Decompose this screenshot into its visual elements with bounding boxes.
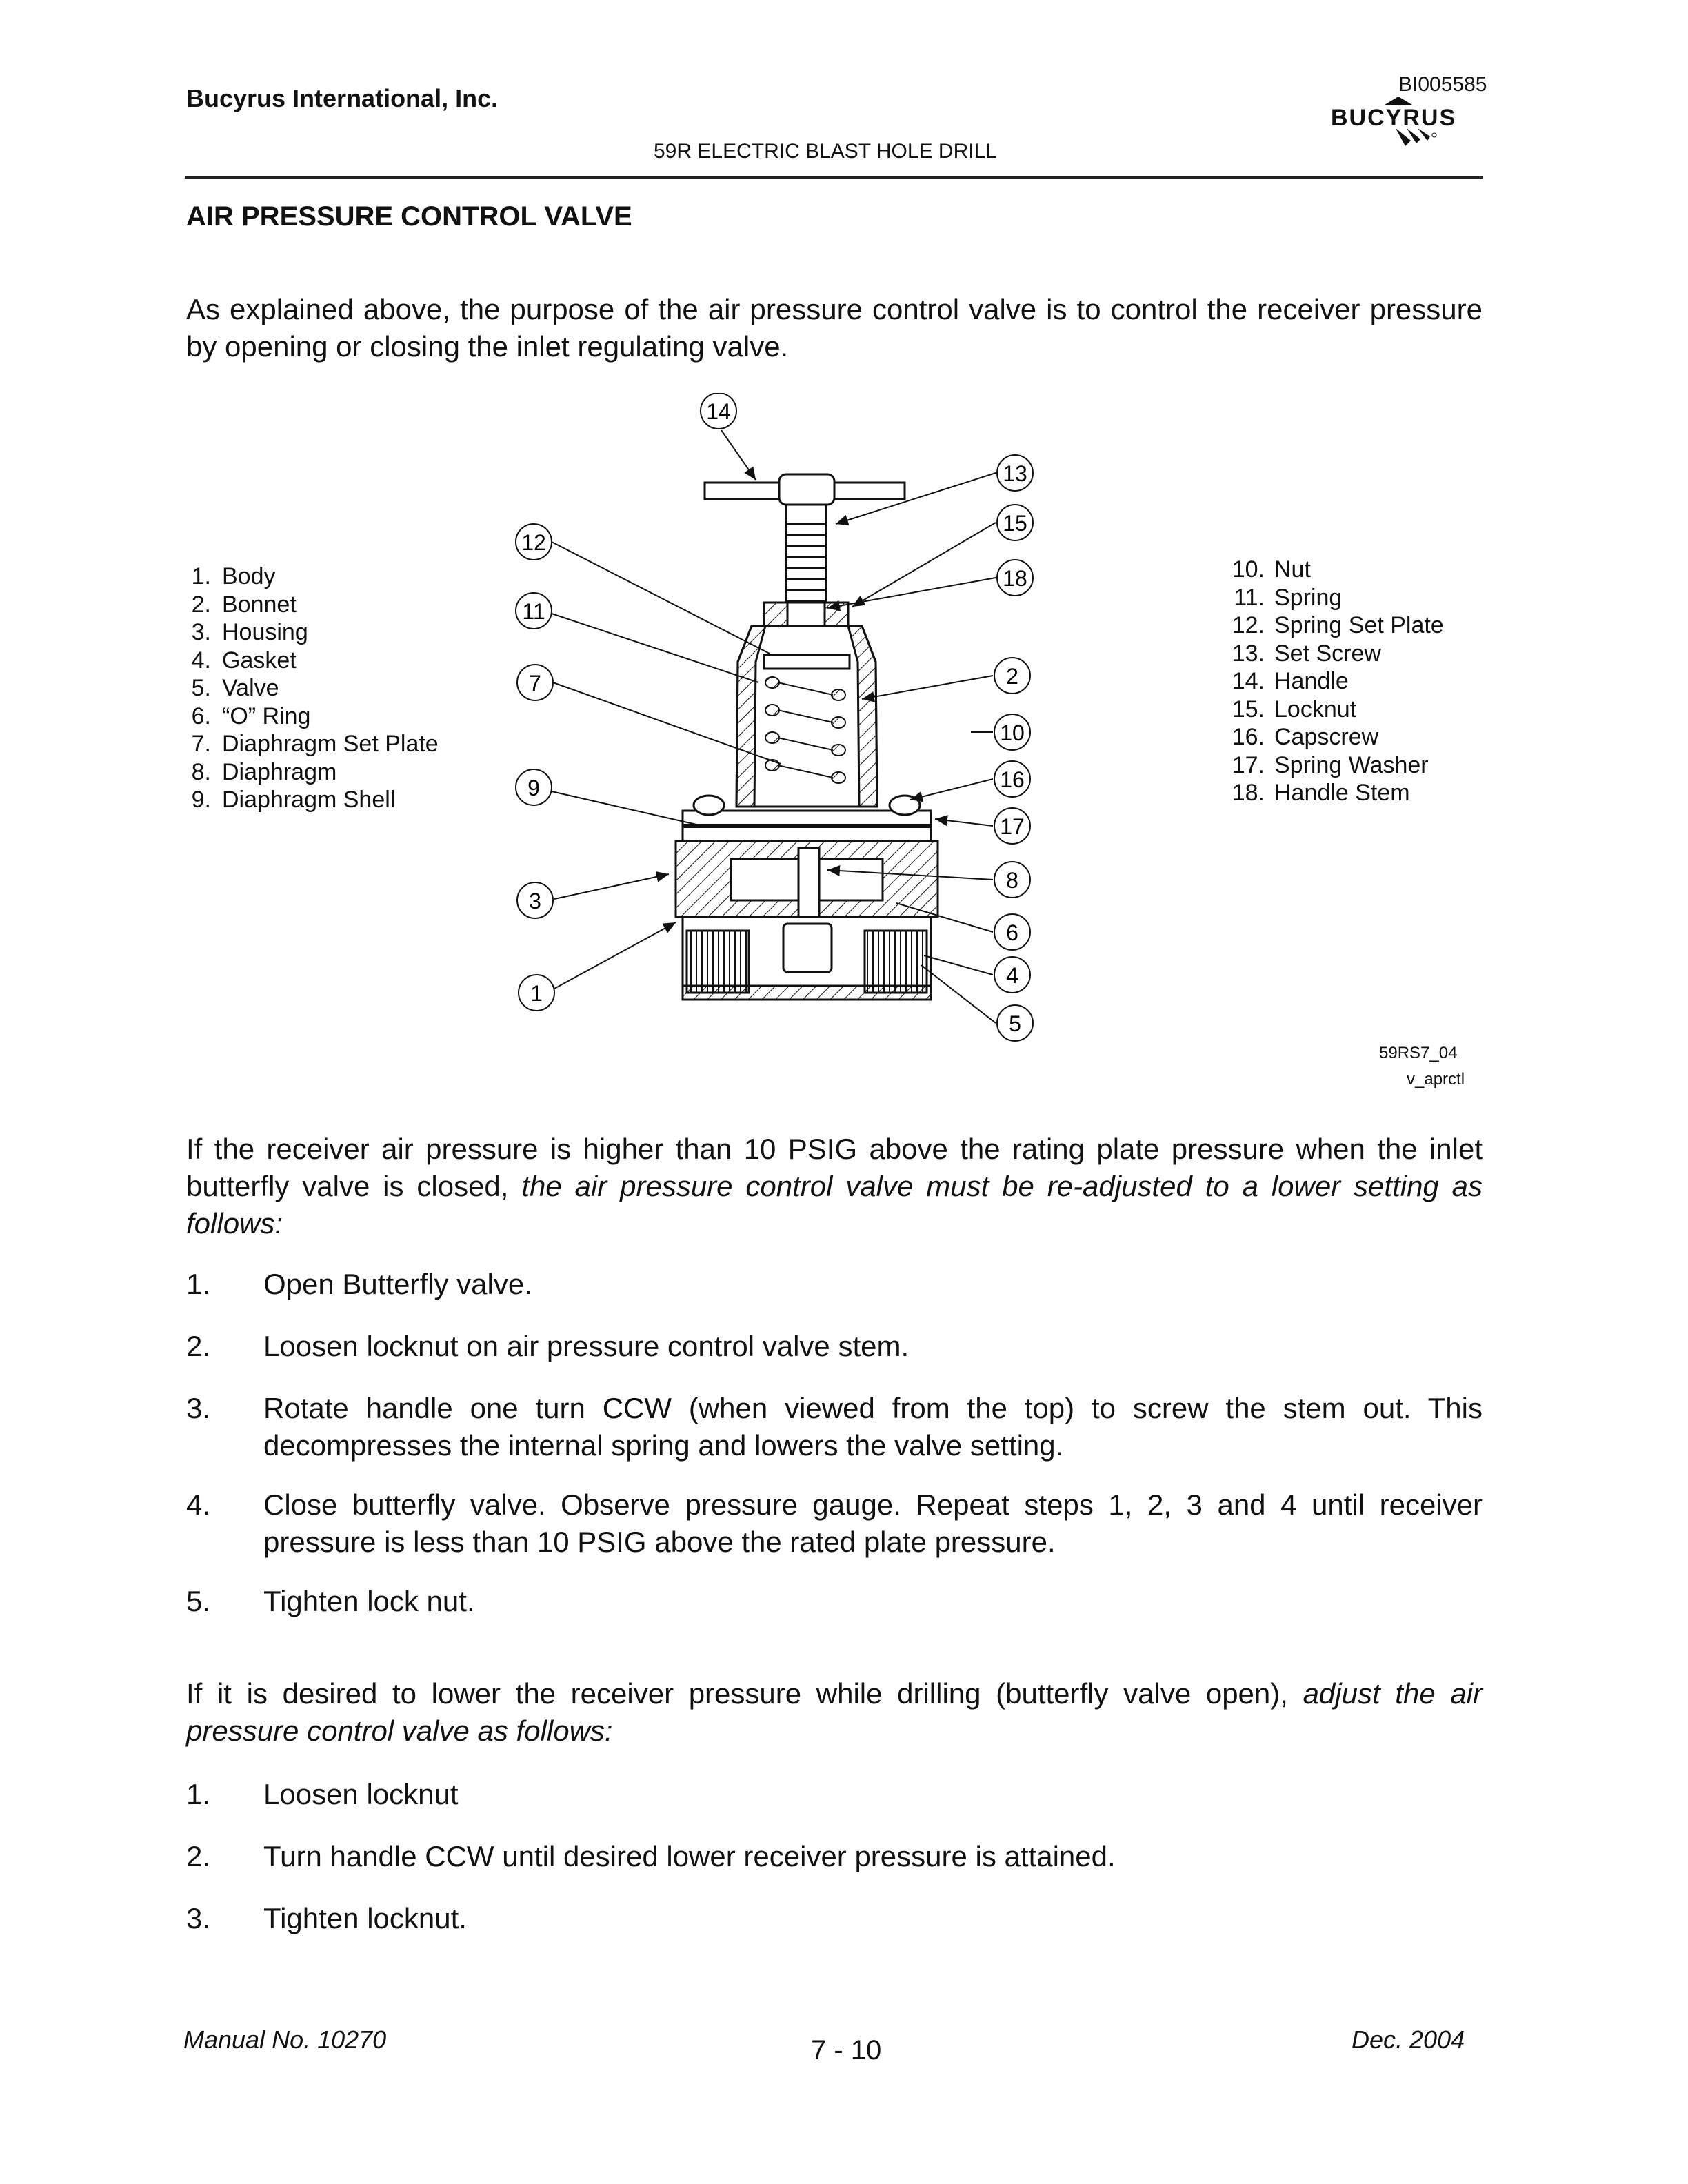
legend-label: Diaphragm Shell (222, 787, 396, 813)
legend-number: 3. (191, 619, 211, 645)
legend-item (1227, 779, 1483, 807)
legend-number: 8. (191, 758, 211, 785)
step-text: Tighten locknut. (263, 1902, 467, 1934)
svg-text:8: 8 (1006, 868, 1018, 893)
legend-item (186, 730, 476, 758)
document-number: BI005585 (1398, 73, 1487, 96)
legend-item (186, 647, 476, 675)
figure-code: 59RS7_04 (1379, 1044, 1458, 1062)
readjust-emphasis: the air pressure control valve must be re-adjusted to a lower setting as follows: (186, 1170, 1483, 1240)
legend-number: 16. (1232, 724, 1265, 750)
legend-number: 13. (1232, 640, 1265, 667)
legend-item (1227, 556, 1483, 584)
legend-label: Capscrew (1274, 724, 1379, 750)
svg-text:15: 15 (1003, 511, 1027, 536)
legend-item (186, 758, 476, 787)
readjust-text: If the receiver air pressure is higher than 10 PSIG above the rating plate pressure when the inlet butterfly valve is closed, (186, 1133, 1483, 1202)
step-number: 3. (186, 1392, 211, 1424)
svg-text:13: 13 (1003, 461, 1027, 486)
company-name: Bucyrus International, Inc. (186, 84, 499, 112)
legend-label: Spring Set Plate (1274, 612, 1444, 638)
legend-item (1227, 640, 1483, 668)
legend-item (1227, 667, 1483, 696)
step-text: Open Butterfly valve. (263, 1268, 532, 1300)
drilling-adjust-paragraph (186, 1675, 1483, 1750)
callout-3 (517, 882, 553, 918)
svg-text:18: 18 (1003, 566, 1027, 591)
legend-item (186, 591, 476, 619)
callout-10 (994, 714, 1030, 750)
intro-paragraph: As explained above, the purpose of the air pressure control valve is to control the receiver pressure by opening or closing the inlet regulating valve. (186, 293, 1483, 363)
svg-text:4: 4 (1006, 963, 1018, 988)
callout-13 (997, 455, 1033, 491)
legend-label: Housing (222, 619, 308, 645)
parts-legend-left (186, 563, 476, 814)
callout-9 (516, 769, 552, 805)
step-number: 2. (186, 1840, 211, 1872)
bucyrus-logo (1331, 69, 1483, 172)
svg-text:16: 16 (1000, 767, 1025, 792)
svg-text:5: 5 (1009, 1011, 1021, 1036)
legend-number: 10. (1232, 556, 1265, 583)
drilling-adjust-text: If it is desired to lower the receiver pressure while drilling (butterfly valve open), (186, 1677, 1303, 1710)
legend-label: Spring (1274, 584, 1343, 611)
legend-number: 4. (191, 647, 211, 674)
callout-7 (517, 665, 553, 700)
callout-15 (997, 505, 1033, 540)
legend-item (1227, 751, 1483, 780)
legend-label: Bonnet (222, 591, 297, 618)
callout-14 (701, 393, 736, 429)
step-number: 1. (186, 1778, 211, 1810)
legend-item (186, 702, 476, 731)
callout-6 (994, 914, 1030, 950)
legend-item (186, 674, 476, 702)
svg-text:12: 12 (521, 530, 546, 555)
legend-number: 17. (1232, 751, 1265, 778)
step-text: Tighten lock nut. (263, 1585, 475, 1617)
logo-text: BUCYRUS (1331, 105, 1457, 131)
valve-cross-section-diagram (483, 393, 1103, 1055)
manual-subtitle: 59R ELECTRIC BLAST HOLE DRILL (654, 140, 997, 163)
svg-text:7: 7 (529, 671, 541, 696)
legend-label: Set Screw (1274, 640, 1381, 667)
callout-4 (994, 957, 1030, 993)
step-text: Close butterfly valve. Observe pressure gauge. Repeat steps 1, 2, 3 and 4 until receiver pressure is less than 10 PSIG above the rated plate pressure. (263, 1488, 1483, 1558)
callout-5 (997, 1005, 1033, 1041)
svg-text:2: 2 (1006, 664, 1018, 689)
legend-label: Handle Stem (1274, 780, 1410, 806)
svg-text:3: 3 (529, 889, 541, 913)
legend-number: 5. (191, 675, 211, 701)
legend-label: Valve (222, 675, 279, 701)
legend-item (186, 563, 476, 591)
drilling-adjust-emphasis: adjust the air pressure control valve as follows: (186, 1677, 1483, 1747)
footer-manual-number: Manual No. 10270 (183, 2025, 387, 2054)
callout-12 (516, 524, 552, 560)
svg-text:6: 6 (1006, 920, 1018, 945)
legend-number: 6. (191, 702, 211, 729)
section-title: AIR PRESSURE CONTROL VALVE (186, 201, 632, 232)
svg-text:9: 9 (528, 776, 540, 800)
legend-label: Diaphragm Set Plate (222, 731, 439, 757)
callout-17 (994, 808, 1030, 844)
legend-number: 9. (191, 787, 211, 813)
step-number: 4. (186, 1488, 211, 1521)
callout-1 (519, 975, 554, 1011)
legend-label: Body (222, 563, 276, 589)
step-number: 1. (186, 1268, 211, 1300)
footer-page-number: 7 - 10 (811, 2035, 882, 2065)
svg-text:17: 17 (1000, 814, 1025, 839)
legend-item (1227, 696, 1483, 724)
legend-label: Locknut (1274, 696, 1357, 722)
callout-2 (994, 658, 1030, 694)
callout-11 (516, 593, 552, 629)
valve-body-drawing (676, 474, 938, 1000)
parts-legend-right (1227, 556, 1483, 807)
legend-item (1227, 584, 1483, 612)
legend-number: 18. (1232, 780, 1265, 806)
legend-item (186, 618, 476, 647)
step-number: 2. (186, 1330, 211, 1362)
legend-label: Nut (1274, 556, 1311, 583)
step-number: 3. (186, 1902, 211, 1934)
header-divider (185, 176, 1483, 179)
legend-number: 12. (1232, 612, 1265, 638)
legend-label: Spring Washer (1274, 751, 1429, 778)
legend-item (1227, 723, 1483, 751)
step-text: Loosen locknut on air pressure control valve stem. (263, 1330, 910, 1362)
legend-label: “O” Ring (222, 702, 311, 729)
legend-label: Gasket (222, 647, 297, 674)
legend-number: 11. (1234, 584, 1265, 611)
step-text: Turn handle CCW until desired lower receiver pressure is attained. (263, 1840, 1116, 1872)
figure-filename: v_aprctl (1407, 1070, 1465, 1089)
legend-number: 2. (191, 591, 211, 618)
legend-label: Diaphragm (222, 758, 337, 785)
legend-number: 14. (1232, 668, 1265, 694)
legend-number: 7. (191, 731, 211, 757)
legend-item (1227, 611, 1483, 640)
callout-16 (994, 761, 1030, 797)
readjust-paragraph (186, 1131, 1483, 1242)
svg-text:14: 14 (706, 399, 731, 424)
legend-number: 15. (1232, 696, 1265, 722)
step-text: Rotate handle one turn CCW (when viewed from the top) to screw the stem out. This decompresses the internal spring and lowers the valve setting. (263, 1392, 1483, 1462)
callout-18 (997, 560, 1033, 596)
legend-number: 1. (191, 563, 211, 589)
svg-text:10: 10 (1000, 720, 1025, 745)
footer-date: Dec. 2004 (1352, 2025, 1465, 2054)
legend-label: Handle (1274, 668, 1349, 694)
legend-item (186, 786, 476, 814)
svg-text:11: 11 (522, 599, 545, 624)
svg-text:1: 1 (530, 981, 543, 1006)
step-text: Loosen locknut (263, 1778, 459, 1810)
callout-8 (994, 862, 1030, 898)
step-number: 5. (186, 1585, 211, 1617)
